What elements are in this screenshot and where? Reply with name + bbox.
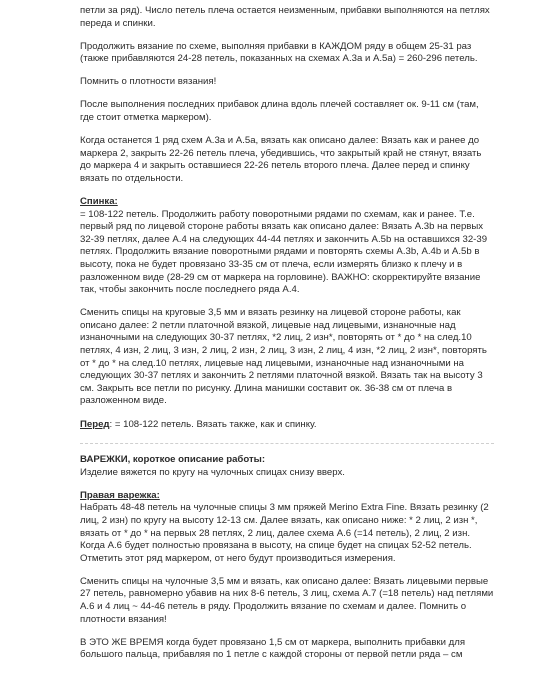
right-mitten-heading: Правая варежка: [80,489,160,501]
paragraph-right-mitten-thumb: В ЭТО ЖЕ ВРЕМЯ когда будет провязано 1,5 см от маркера, выполнить прибавки для большого пальца, прибавляя по 1 петле с каждой стороны от первой петли ряда – см [80,636,466,661]
back-heading: Спинка: [80,196,118,208]
paragraph-bind-off-shoulders: Когда останется 1 ряд схем А.3а и А.5а, вязать как описано далее: Вязать как и ранее до маркера 2, закрыть 22-26 петель плеча, убедившись, что закрытый край не стянут, вязать до маркера 4 и закрыть оставшиеся 22-26 петель второго плеча. Далее перед и спинку вязать по отдельности. [80,135,482,184]
document-page [80,5,494,672]
paragraph-increases: Продолжить вязание по схеме, выполняя прибавки в КАЖДОМ ряду в общем 25-31 раз (также прибавляются 24-28 петель, показанных на схемах А.3а и А.5а) = 260-296 петель. [80,40,478,65]
paragraph-right-mitten-needles: Сменить спицы на чулочные 3,5 мм и вязать, как описано далее: Вязать лицевыми первые 27 петель, равномерно убавив на них 8-6 петель, 3 лиц, схема А.7 (=18 петель) над петлями А.6 и 4 лиц ~ 44-46 петель в ряду. Продолжить вязание по схемам и далее. Помнить о плотности вязания! [80,575,494,625]
front-text: : = 108-122 петель. Вязать также, как и спинку. [109,418,317,430]
paragraph-back-rib: Сменить спицы на круговые 3,5 мм и вязать резинку на лицевой стороне работы, как описано далее: 2 петли платочной вязкой, лицевые над лицевыми, изнаночные над изнаночными на следующих 30-37 петлях, *2 лиц, 2 изн*, повторять от * до * на след.10 петлях, 4 изн, 2 лиц, 3 изн, 2 лиц, 2 изн, 2 лиц, 3 изн, 2 лиц, 4 изн, *2 лиц, 2 изн*, повторять от * до * на след.10 петлях, лицевые над лицевыми, изнаночные над изнаночными на следующих 30-37 петлях и закончить 2 петлями платочной вязкой. Вязать так на высоту 3 см. Закрыть все петли по рисунку. Длина манишки составит ок. 36-38 см от плеча в разложенном виде. [80,307,487,407]
section-divider [80,443,494,444]
paragraph-shoulder-length: После выполнения последних прибавок длина вдоль плечей составляет ок. 9-11 см (там, где стоит отметка маркером). [80,99,479,124]
paragraph-mittens-intro: Изделие вяжется по кругу на чулочных спицах снизу вверх. [80,466,345,478]
paragraph-back-rows: = 108-122 петель. Продолжить работу поворотными рядами по схемам, как и ранее. Т.е. первый ряд по лицевой стороне работы вязать как описано далее: Вязать А.3b на первых 32-39 петлях, далее А.4 на следующих 44-44 петлях и закончить А.5b на оставшихся 32-39 петлях. Продолжить вязание поворотными рядами и повторять схемы А.3b, А.4b и А.5b в высоту, пока не будет провязано 33-35 см от плеча, если измерять близко к плечу и в разложенном виде (28-29 см от маркера на горловине). ВАЖНО: скорректируйте вязание так, чтобы закончить после последнего ряда А.4. [80,208,488,296]
paragraph-gauge-reminder: Помнить о плотности вязания! [80,76,217,88]
mittens-heading: ВАРЕЖКИ, короткое описание работы: [80,454,266,466]
paragraph-shoulder-stitches: петли за ряд). Число петель плеча остается неизменным, прибавки выполняются на петлях переда и спинки. [80,5,490,29]
paragraph-front [80,419,494,432]
front-heading: Перед [80,418,110,430]
paragraph-right-mitten-cast-on: Набрать 48-48 петель на чулочные спицы 3 мм пряжей Merino Extra Fine. Вязать резинку (2 лиц, 2 изн) по кругу на высоту 12-13 см. Далее вязать, как описано ниже: * 2 лиц, 2 изн *, вязать от * до * на первых 28 петлях, 2 лиц, далее схема А.6 (=14 петель), 2 лиц, 2 изн. Когда А.6 будет полностью провязана в высоту, на спице будет на спицах 52-52 петель. Отметить этот ряд маркером, от него будут производиться измерения. [80,502,489,564]
